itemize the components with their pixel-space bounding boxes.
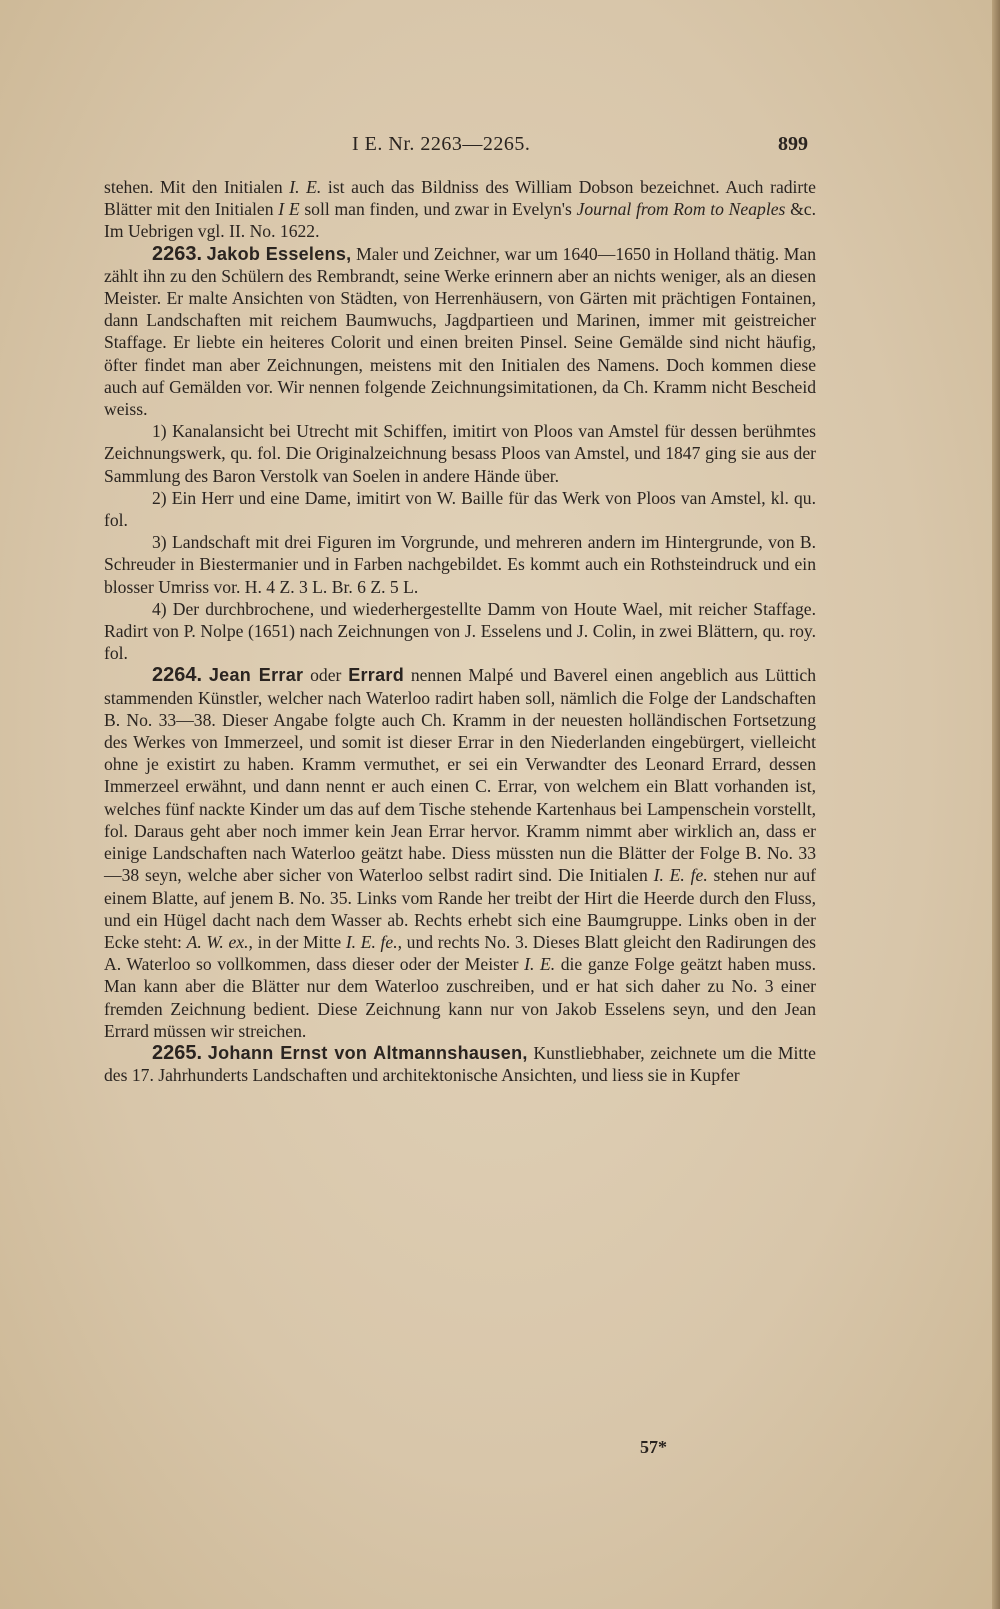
entry-2264: 2264. Jean Errar oder Errard nennen Malpé und Baverel einen angeblich aus Lüttich stammenden Künstler, welcher nach Waterloo radirt haben soll, nämlich die Folge der Landschaften B. No. 33—38. Dieser Angabe folgte auch Ch. Kramm in der neuesten holländischen Fortsetzung des Werkes von Immerzeel, und somit ist dieser Errar in den Niederlanden eingebürgert, vielleicht ohne je existirt zu haben. Kramm vermuthet, er sei ein Verwandter des Leonard Errard, dessen Immerzeel erwähnt, und dann nennt er auch einen C. Errar, von welchem ein Blatt vorhanden ist, welches fünf nackte Kinder um das auf dem Tische stehende Kartenhaus bei Lampenschein vorstellt, fol. Daraus geht aber noch immer kein Jean Errar hervor. Kramm nimmt aber wirklich an, dass er einige Landschaften nach Waterloo geätzt habe. Diess müssten nun die Blätter der Folge B. No. 33—38 seyn, welche aber sicher von Waterloo selbst radirt sind. Die Initialen I. E. fe. stehen nur auf einem Blatte, auf jenem B. No. 35. Links vom Rande her treibt der Hirt die Heerde durch den Fluss, und ein Hügel dacht nach dem Wasser ab. Rechts erhebt sich eine Baumgruppe. Links oben in der Ecke steht: A. W. ex., in der Mitte I. E. fe., und rechts No. 3. Dieses Blatt gleicht den Radirungen des A. Waterloo so vollkommen, dass dieser oder der Meister I. E. die ganze Folge geätzt haben muss. Man kann aber die Blätter nur dem Waterloo zuschreiben, und er hat sich daher zu No. 3 einer fremden Zeichnung bedient. Diese Zeichnung kann nur von Jakob Esselens seyn, und den Jean Errard müssen wir streichen.	[104, 664, 817, 1041]
page-number: 899	[778, 133, 808, 155]
artist-name: Johann Ernst von Altmannshausen,	[207, 1042, 528, 1063]
intro-paragraph: stehen. Mit den Initialen I. E. ist auch das Bildniss des William Dobson bezeichnet. Auch radirte Blätter mit den Initialen I E soll man finden, und zwar in Evelyn's Journal from Rom to Neaples &c. Im Uebrigen vgl. II. No. 1622.	[104, 177, 816, 242]
body-text	[104, 176, 816, 1086]
list-item: 2) Ein Herr und eine Dame, imitirt von W. Baille für das Werk von Ploos van Amstel, kl. qu. fol.	[104, 487, 816, 531]
artist-name: Jean Errar	[208, 665, 304, 686]
list-item: 4) Der durchbrochene, und wiederhergestellte Damm von Houte Wael, mit reicher Staffage. Radirt von P. Nolpe (1651) nach Zeichnungen von J. Esselens und J. Colin, in zwei Blättern, qu. roy. fol.	[104, 598, 816, 664]
running-title: I E. Nr. 2263—2265.	[352, 133, 531, 155]
list-item: 1) Kanalansicht bei Utrecht mit Schiffen, imitirt von Ploos van Amstel für dessen berühmtes Zeichnungswerk, qu. fol. Die Originalzeichnung besass Ploos van Amstel, und 1847 ging sie aus der Sammlung des Baron Verstolk van Soelen in andere Hände über.	[104, 421, 816, 486]
entry-2263: 2263. Jakob Esselens, Maler und Zeichner, war um 1640—1650 in Holland thätig. Man zählt ihn zu den Schülern des Rembrandt, seine Werke erinnern aber an nichts weniger, als an diesen Meister. Er malte Ansichten von Städten, von Herrenhäusern, von Gärten mit prächtigen Fontainen, dann Landschaften mit reichem Baumwuchs, Jagdpartieen und Marinen, immer mit geistreicher Staffage. Er liebte ein heiteres Colorit und einen breiten Pinsel. Seine Gemälde sind nicht häufig, öfter findet man aber Zeichnungen, meistens mit den Initialen des Namens. Doch kommen diese auch auf Gemälden vor. Wir nennen folgende Zeichnungsimitationen, da Ch. Kramm nicht Bescheid weiss.	[104, 242, 816, 420]
signature-mark: 57*	[640, 1437, 667, 1457]
page-edge	[992, 0, 1000, 1609]
artist-name-alt: Errard	[348, 665, 405, 686]
list-item: 3) Landschaft mit drei Figuren im Vorgrunde, und mehreren andern im Hintergrunde, von B. Schreuder in Biestermanier und in Farben nachgebildet. Es kommt auch ein Rothsteindruck und ein blosser Umriss vor. H. 4 Z. 3 L. Br. 6 Z. 5 L.	[104, 532, 816, 597]
entry-number: 2265.	[152, 1041, 203, 1064]
artist-name: Jakob Esselens,	[206, 243, 352, 264]
entry-2265: 2265. Johann Ernst von Altmannshausen, Kunstliebhaber, zeichnete um die Mitte des 17. Jahrhunderts Landschaften und architektonische Ansichten, und liess sie in Kupfer	[104, 1041, 816, 1086]
entry-number: 2263.	[152, 242, 203, 265]
page-header	[104, 133, 808, 163]
entry-number: 2264.	[152, 664, 203, 687]
